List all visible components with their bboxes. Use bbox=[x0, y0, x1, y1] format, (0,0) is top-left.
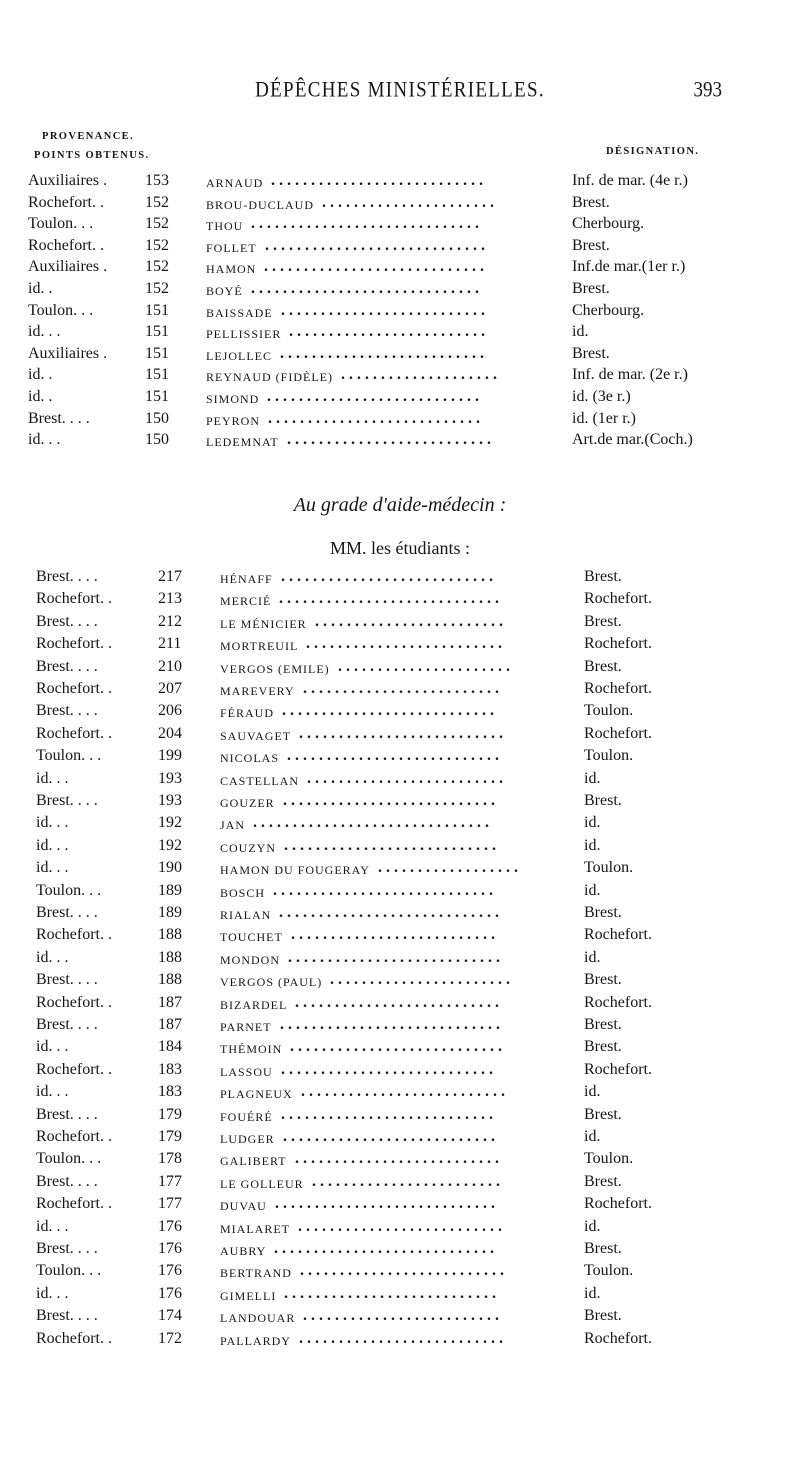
dot-leader: ............................ bbox=[265, 236, 489, 254]
provenance-cell: id. . bbox=[28, 280, 53, 297]
points-cell: 188 bbox=[158, 948, 182, 966]
points-cell: 199 bbox=[158, 747, 182, 765]
provenance-cell: Brest. . . . bbox=[36, 1016, 98, 1033]
provenance-cell: Rochefort. . bbox=[36, 1329, 112, 1347]
list-item bbox=[0, 388, 800, 412]
points-cell: 183 bbox=[158, 1060, 182, 1078]
points-cell: 179 bbox=[158, 1105, 182, 1123]
name-cell: RIALAN bbox=[220, 908, 272, 922]
provenance-cell: id. . . bbox=[36, 814, 69, 832]
designation-cell: Brest. bbox=[572, 236, 610, 254]
dot-leader: ........................... bbox=[282, 702, 498, 720]
dot-leader: ........................... bbox=[288, 948, 504, 966]
provenance-cell: id. . . bbox=[36, 836, 69, 854]
list-item bbox=[0, 680, 800, 704]
designation-cell: id. bbox=[584, 1083, 601, 1101]
dot-leader: .......................... bbox=[280, 344, 488, 362]
name-cell: PELLISSIER bbox=[206, 327, 282, 342]
provenance-cell: Brest. . . . bbox=[28, 409, 90, 427]
dot-leader: .......................... bbox=[299, 1329, 507, 1347]
points-cell: 188 bbox=[158, 926, 182, 944]
designation-cell: Rochefort. bbox=[584, 590, 652, 608]
points-cell: 177 bbox=[158, 1195, 182, 1213]
dot-leader: .................... bbox=[341, 366, 501, 384]
dot-leader: ........................... bbox=[283, 792, 499, 809]
provenance-cell: id. . . bbox=[36, 769, 69, 787]
name-cell: MORTREUIL bbox=[220, 639, 299, 654]
points-cell: 184 bbox=[158, 1038, 182, 1056]
name-cell: GIMELLI bbox=[220, 1288, 277, 1303]
list-item bbox=[0, 1083, 800, 1107]
list-item bbox=[0, 904, 800, 928]
list-item bbox=[0, 613, 800, 637]
provenance-cell: Brest. . . . bbox=[36, 568, 98, 585]
points-cell: 204 bbox=[158, 724, 182, 742]
name-cell: LUDGER bbox=[220, 1132, 275, 1146]
points-cell: 179 bbox=[158, 1128, 182, 1145]
provenance-cell: Rochefort. . bbox=[36, 724, 112, 742]
list-item bbox=[0, 431, 800, 455]
dot-leader: ...................... bbox=[322, 193, 498, 211]
list-item bbox=[0, 1330, 800, 1354]
name-cell: BERTRAND bbox=[220, 1266, 292, 1281]
designation-cell: Toulon. bbox=[584, 1150, 634, 1168]
points-cell: 151 bbox=[145, 323, 169, 341]
provenance-cell: Brest. . . . bbox=[36, 1105, 98, 1123]
designation-cell: Brest. bbox=[584, 1105, 622, 1123]
provenance-cell: Rochefort. . bbox=[36, 993, 112, 1011]
list-item bbox=[0, 949, 800, 973]
provenance-cell: Auxiliaires . bbox=[28, 344, 108, 362]
list-item bbox=[0, 1307, 800, 1331]
dot-leader: .......................... bbox=[281, 301, 489, 319]
list-item bbox=[0, 366, 800, 390]
name-cell: ARNAUD bbox=[206, 176, 264, 190]
provenance-header: PROVENANCE. bbox=[42, 131, 135, 142]
points-cell: 153 bbox=[145, 172, 169, 189]
designation-cell: id. bbox=[584, 1128, 601, 1145]
name-cell: THÉMOIN bbox=[220, 1042, 283, 1057]
designation-cell: Toulon. bbox=[584, 747, 634, 765]
name-cell: BOYÉ bbox=[206, 284, 243, 298]
dot-leader: ........................ bbox=[312, 1172, 504, 1190]
provenance-cell: Brest. . . . bbox=[36, 612, 98, 630]
name-cell: PALLARDY bbox=[220, 1333, 291, 1348]
points-cell: 183 bbox=[158, 1083, 182, 1101]
name-cell: COUZYN bbox=[220, 840, 276, 855]
dot-leader: ........................... bbox=[290, 1038, 506, 1056]
dot-leader: ......................... bbox=[306, 635, 506, 653]
name-cell: LEDEMNAT bbox=[206, 435, 279, 450]
provenance-cell: id. . bbox=[28, 388, 53, 405]
provenance-cell: Rochefort. . bbox=[28, 193, 104, 211]
designation-cell: Brest. bbox=[572, 280, 610, 297]
list-item bbox=[0, 658, 800, 682]
list-item bbox=[0, 1128, 800, 1152]
provenance-cell: id. . bbox=[28, 366, 53, 384]
list-item bbox=[0, 837, 800, 861]
designation-cell: Inf. de mar. (4e r.) bbox=[572, 172, 688, 189]
provenance-cell: id. . . bbox=[36, 1217, 69, 1235]
designation-cell: Toulon. bbox=[584, 702, 634, 720]
provenance-cell: Rochefort. . bbox=[36, 1195, 112, 1213]
points-cell: 176 bbox=[158, 1284, 182, 1302]
name-cell: HÉNAFF bbox=[220, 572, 273, 586]
list-item bbox=[0, 280, 800, 304]
dot-leader: ........................... bbox=[268, 409, 484, 427]
designation-cell: Inf.de mar.(1er r.) bbox=[572, 258, 686, 276]
list-item bbox=[0, 1061, 800, 1085]
list-item bbox=[0, 1173, 800, 1197]
provenance-cell: Brest. . . . bbox=[36, 792, 98, 809]
points-cell: 212 bbox=[158, 612, 182, 630]
points-cell: 189 bbox=[158, 904, 182, 921]
list-item bbox=[0, 859, 800, 883]
provenance-cell: Toulon. . . bbox=[36, 881, 102, 899]
points-cell: 176 bbox=[158, 1262, 182, 1280]
points-cell: 193 bbox=[158, 792, 182, 809]
designation-cell: Art.de mar.(Coch.) bbox=[572, 431, 693, 449]
list-item bbox=[0, 882, 800, 906]
provenance-cell: Toulon. . . bbox=[36, 1262, 102, 1280]
list-item bbox=[0, 1106, 800, 1130]
name-cell: THOU bbox=[206, 219, 244, 234]
points-cell: 217 bbox=[158, 568, 182, 585]
list-item bbox=[0, 971, 800, 995]
list-item bbox=[0, 1016, 800, 1040]
dot-leader: ............................ bbox=[274, 1240, 498, 1257]
points-cell: 187 bbox=[158, 993, 182, 1011]
points-cell: 151 bbox=[145, 388, 169, 405]
points-cell: 150 bbox=[145, 431, 169, 449]
points-cell: 176 bbox=[158, 1240, 182, 1257]
dot-leader: ........................... bbox=[283, 1128, 499, 1145]
dot-leader: .......................... bbox=[298, 1217, 506, 1235]
dot-leader: ....................... bbox=[330, 971, 514, 989]
list-item bbox=[0, 237, 800, 261]
designation-cell: id. bbox=[584, 948, 601, 966]
provenance-cell: Rochefort. . bbox=[36, 680, 112, 697]
provenance-cell: Toulon. . . bbox=[36, 1150, 102, 1168]
provenance-cell: Rochefort. . bbox=[36, 635, 112, 653]
points-cell: 178 bbox=[158, 1150, 182, 1168]
list-item bbox=[0, 568, 800, 592]
provenance-cell: Toulon. . . bbox=[36, 747, 102, 765]
list-item bbox=[0, 1038, 800, 1062]
name-cell: PLAGNEUX bbox=[220, 1087, 293, 1102]
dot-leader: ......................... bbox=[307, 769, 507, 787]
provenance-cell: id. . . bbox=[36, 1038, 69, 1056]
list-item bbox=[0, 792, 800, 816]
points-cell: 189 bbox=[158, 881, 182, 899]
provenance-cell: Brest. . . . bbox=[36, 657, 98, 675]
points-cell: 174 bbox=[158, 1307, 182, 1325]
name-cell: LANDOUAR bbox=[220, 1311, 296, 1326]
points-cell: 188 bbox=[158, 971, 182, 989]
designation-cell: Brest. bbox=[584, 971, 622, 989]
designation-cell: Rochefort. bbox=[584, 724, 652, 742]
dot-leader: ............................ bbox=[279, 904, 503, 921]
name-cell: JAN bbox=[220, 818, 246, 833]
name-cell: PEYRON bbox=[206, 413, 261, 428]
list-item bbox=[0, 258, 800, 282]
name-cell: PARNET bbox=[220, 1020, 272, 1034]
name-cell: BOSCH bbox=[220, 885, 266, 900]
designation-cell: Cherbourg. bbox=[572, 301, 645, 319]
name-cell: LEJOLLEC bbox=[206, 348, 272, 363]
designation-cell: Brest. bbox=[584, 1240, 622, 1257]
designation-cell: Rochefort. bbox=[584, 926, 652, 944]
dot-leader: .......................... bbox=[287, 431, 495, 449]
dot-leader: ......................... bbox=[303, 680, 503, 697]
designation-cell: id. (3e r.) bbox=[572, 388, 631, 405]
name-cell: REYNAUD (FIDÈLE) bbox=[206, 370, 333, 385]
designation-cell: Rochefort. bbox=[584, 1195, 652, 1213]
designation-cell: Rochefort. bbox=[584, 680, 652, 697]
list-item bbox=[0, 747, 800, 771]
dot-leader: ............................ bbox=[280, 1016, 504, 1033]
dot-leader: .......................... bbox=[295, 993, 503, 1011]
points-cell: 213 bbox=[158, 590, 182, 608]
list-item bbox=[0, 345, 800, 369]
designation-cell: Toulon. bbox=[584, 1262, 634, 1280]
dot-leader: ............................ bbox=[273, 881, 497, 899]
section-subtitle: MM. les étudiants : bbox=[330, 538, 470, 558]
list-item bbox=[0, 994, 800, 1018]
designation-cell: Cherbourg. bbox=[572, 215, 645, 233]
designation-cell: Brest. bbox=[584, 1016, 622, 1033]
provenance-cell: Brest. . . . bbox=[36, 1172, 98, 1190]
dot-leader: ........................... bbox=[267, 388, 483, 405]
provenance-cell: Rochefort. . bbox=[36, 926, 112, 944]
dot-leader: ........................... bbox=[281, 1105, 497, 1123]
dot-leader: ........................... bbox=[271, 172, 487, 189]
provenance-cell: id. . . bbox=[36, 948, 69, 966]
provenance-cell: Rochefort. . bbox=[36, 590, 112, 608]
designation-cell: Brest. bbox=[584, 612, 622, 630]
designation-cell: id. bbox=[584, 881, 601, 899]
designation-cell: Brest. bbox=[584, 1172, 622, 1190]
points-cell: 152 bbox=[145, 258, 169, 276]
dot-leader: .......................... bbox=[301, 1083, 509, 1101]
name-cell: SAUVAGET bbox=[220, 728, 292, 743]
dot-leader: .......................... bbox=[299, 724, 507, 742]
points-cell: 152 bbox=[145, 193, 169, 211]
name-cell: SIMOND bbox=[206, 392, 260, 406]
name-cell: HAMON DU FOUGERAY bbox=[220, 863, 370, 878]
list-item bbox=[0, 725, 800, 749]
dot-leader: ...................... bbox=[338, 657, 514, 675]
dot-leader: ............................ bbox=[264, 258, 488, 276]
designation-cell: id. bbox=[584, 814, 601, 832]
dot-leader: ........................... bbox=[281, 568, 497, 585]
provenance-cell: id. . . bbox=[28, 431, 61, 449]
points-cell: 150 bbox=[145, 409, 169, 427]
points-cell: 151 bbox=[145, 366, 169, 384]
points-cell: 211 bbox=[158, 635, 182, 653]
provenance-cell: Toulon. . . bbox=[28, 301, 94, 319]
name-cell: MONDON bbox=[220, 952, 280, 967]
name-cell: MERCIÉ bbox=[220, 594, 272, 609]
list-item bbox=[0, 1240, 800, 1264]
designation-cell: Toulon. bbox=[584, 859, 634, 877]
points-cell: 193 bbox=[158, 769, 182, 787]
name-cell: HAMON bbox=[206, 262, 257, 277]
designation-cell: Brest. bbox=[584, 568, 622, 585]
designation-cell: id. bbox=[584, 1217, 601, 1235]
designation-cell: Rochefort. bbox=[584, 1329, 652, 1347]
running-title: DÉPÊCHES MINISTÉRIELLES. bbox=[255, 78, 545, 103]
list-item bbox=[0, 172, 800, 196]
name-cell: GALIBERT bbox=[220, 1154, 287, 1169]
name-cell: BAISSADE bbox=[206, 305, 273, 320]
list-item bbox=[0, 635, 800, 659]
dot-leader: .......................... bbox=[295, 1150, 503, 1168]
designation-cell: id. bbox=[584, 769, 601, 787]
section-title: Au grade d'aide-médecin : bbox=[293, 494, 507, 516]
points-cell: 172 bbox=[158, 1329, 182, 1347]
points-cell: 192 bbox=[158, 814, 182, 832]
list-item bbox=[0, 814, 800, 838]
list-item bbox=[0, 215, 800, 239]
designation-cell: id. bbox=[584, 836, 601, 854]
provenance-cell: Brest. . . . bbox=[36, 904, 98, 921]
list-item bbox=[0, 1195, 800, 1219]
designation-cell: Brest. bbox=[584, 1307, 622, 1325]
points-cell: 152 bbox=[145, 215, 169, 233]
points-header: POINTS OBTENUS. bbox=[34, 150, 150, 161]
designation-cell: Rochefort. bbox=[584, 1060, 652, 1078]
points-cell: 207 bbox=[158, 680, 182, 697]
provenance-cell: id. . . bbox=[36, 1083, 69, 1101]
designation-cell: id. bbox=[572, 323, 589, 341]
list-item bbox=[0, 323, 800, 347]
name-cell: FÉRAUD bbox=[220, 706, 275, 721]
dot-leader: ........................... bbox=[284, 1284, 500, 1302]
points-cell: 210 bbox=[158, 657, 182, 675]
name-cell: FOLLET bbox=[206, 240, 257, 255]
designation-cell: Brest. bbox=[584, 1038, 622, 1056]
name-cell: NICOLAS bbox=[220, 751, 280, 766]
dot-leader: .......................... bbox=[291, 926, 499, 944]
list-item bbox=[0, 926, 800, 950]
list-item bbox=[0, 1285, 800, 1309]
name-cell: MIALARET bbox=[220, 1221, 290, 1236]
points-cell: 151 bbox=[145, 344, 169, 362]
name-cell: LE MÉNICIER bbox=[220, 616, 307, 631]
dot-leader: ............................. bbox=[251, 280, 483, 297]
dot-leader: ............................ bbox=[275, 1195, 499, 1213]
points-cell: 187 bbox=[158, 1016, 182, 1033]
provenance-cell: Brest. . . . bbox=[36, 702, 98, 720]
points-cell: 152 bbox=[145, 280, 169, 297]
list-item bbox=[0, 590, 800, 614]
provenance-cell: Toulon. . . bbox=[28, 215, 94, 233]
list-item bbox=[0, 1218, 800, 1242]
designation-cell: Brest. bbox=[584, 792, 622, 809]
dot-leader: .......................... bbox=[300, 1262, 508, 1280]
dot-leader: ............................. bbox=[251, 215, 483, 233]
dot-leader: ........................... bbox=[284, 836, 500, 854]
list-item bbox=[0, 1150, 800, 1174]
points-cell: 176 bbox=[158, 1217, 182, 1235]
provenance-cell: Brest. . . . bbox=[36, 1307, 98, 1325]
name-cell: BROU-DUCLAUD bbox=[206, 197, 314, 212]
designation-cell: Inf. de mar. (2e r.) bbox=[572, 366, 688, 384]
list-item bbox=[0, 770, 800, 794]
dot-leader: ............................ bbox=[279, 590, 503, 608]
dot-leader: ......................... bbox=[303, 1307, 503, 1325]
designation-cell: Brest. bbox=[572, 193, 610, 211]
points-cell: 206 bbox=[158, 702, 182, 720]
name-cell: CASTELLAN bbox=[220, 773, 299, 788]
dot-leader: ........................ bbox=[315, 612, 507, 630]
designation-cell: id. bbox=[584, 1284, 601, 1302]
points-cell: 151 bbox=[145, 301, 169, 319]
points-cell: 152 bbox=[145, 236, 169, 254]
designation-cell: Brest. bbox=[584, 657, 622, 675]
points-cell: 192 bbox=[158, 836, 182, 854]
name-cell: DUVAU bbox=[220, 1199, 267, 1214]
dot-leader: .................. bbox=[378, 859, 522, 877]
designation-header: DÉSIGNATION. bbox=[606, 146, 700, 157]
name-cell: LASSOU bbox=[220, 1064, 273, 1079]
dot-leader: ........................... bbox=[287, 747, 503, 765]
list-item bbox=[0, 410, 800, 434]
points-cell: 190 bbox=[158, 859, 182, 877]
provenance-cell: id. . . bbox=[28, 323, 61, 341]
designation-cell: id. (1er r.) bbox=[572, 409, 636, 427]
points-cell: 177 bbox=[158, 1172, 182, 1190]
name-cell: FOUÉRÉ bbox=[220, 1109, 273, 1124]
provenance-cell: Brest. . . . bbox=[36, 971, 98, 989]
provenance-cell: Auxiliaires . bbox=[28, 258, 108, 276]
provenance-cell: Rochefort. . bbox=[36, 1060, 112, 1078]
dot-leader: ......................... bbox=[289, 323, 489, 341]
name-cell: BIZARDEL bbox=[220, 997, 288, 1012]
page-number: 393 bbox=[693, 78, 722, 103]
name-cell: LE GOLLEUR bbox=[220, 1176, 304, 1191]
designation-cell: Brest. bbox=[584, 904, 622, 921]
dot-leader: .............................. bbox=[253, 814, 493, 832]
name-cell: VERGOS (EMILE) bbox=[220, 661, 330, 676]
provenance-cell: Rochefort. . bbox=[28, 236, 104, 254]
provenance-cell: Brest. . . . bbox=[36, 1240, 98, 1257]
list-item bbox=[0, 302, 800, 326]
provenance-cell: id. . . bbox=[36, 859, 69, 877]
list-item bbox=[0, 702, 800, 726]
designation-cell: Rochefort. bbox=[584, 993, 652, 1011]
name-cell: MAREVERY bbox=[220, 684, 295, 698]
list-item bbox=[0, 1262, 800, 1286]
dot-leader: ........................... bbox=[281, 1060, 497, 1078]
name-cell: VERGOS (PAUL) bbox=[220, 975, 323, 990]
list-item bbox=[0, 194, 800, 218]
provenance-cell: Rochefort. . bbox=[36, 1128, 112, 1145]
name-cell: GOUZER bbox=[220, 796, 275, 810]
designation-cell: Rochefort. bbox=[584, 635, 652, 653]
designation-cell: Brest. bbox=[572, 344, 610, 362]
provenance-cell: id. . . bbox=[36, 1284, 69, 1302]
name-cell: TOUCHET bbox=[220, 930, 283, 945]
provenance-cell: Auxiliaires . bbox=[28, 172, 108, 189]
name-cell: AUBRY bbox=[220, 1244, 267, 1258]
